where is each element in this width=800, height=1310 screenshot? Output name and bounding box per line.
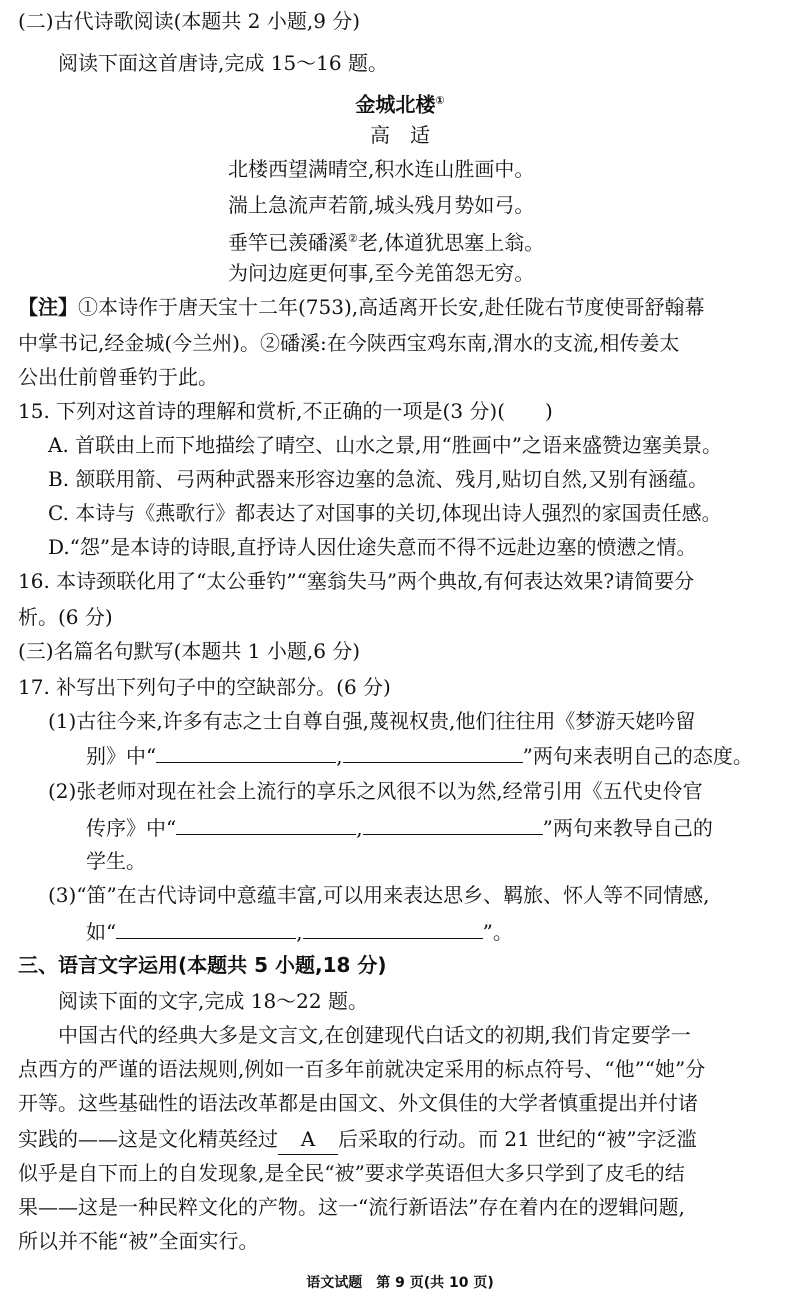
q16-line-2: 析。(6 分)	[18, 605, 113, 629]
q17-p3-blank-2[interactable]	[303, 916, 483, 939]
poem-title-text: 金城北楼	[355, 92, 436, 117]
poem-line-3a: 垂竿已羡磻溪	[228, 230, 348, 255]
part3-instruction: 阅读下面的文字,完成 18～22 题。	[58, 989, 368, 1013]
q17-p1-line-1: (1)古往今来,许多有志之士自尊自强,蔑视权贵,他们往往用《梦游天姥吟留	[48, 709, 696, 733]
q15-stem: 15. 下列对这首诗的理解和赏析,不正确的一项是(3 分)( )	[18, 399, 553, 423]
passage-line-4	[18, 1124, 800, 1155]
q17-p2-pre: 传序》中“	[86, 816, 177, 840]
q17-p2-line-2	[86, 812, 800, 843]
section2-heading: (二)古代诗歌阅读(本题共 2 小题,9 分)	[18, 9, 361, 33]
q17-p2-mid: ,	[356, 816, 363, 840]
part3-heading: 三、语言文字运用(本题共 5 小题,18 分)	[18, 953, 387, 977]
passage-blank-a[interactable]: A	[278, 1124, 338, 1155]
q16-line-1: 16. 本诗颈联化用了“太公垂钓”“塞翁失马”两个典故,有何表达效果?请简要分	[18, 569, 695, 593]
page-footer: 语文试题 第 9 页(共 10 页)	[306, 1275, 494, 1291]
q17-p1-blank-2[interactable]	[343, 740, 523, 763]
q17-p1-blank-1[interactable]	[156, 740, 336, 763]
q17-p3-mid: ,	[296, 920, 303, 944]
notes-line-1	[18, 292, 800, 322]
q17-p1-pre: 别》中“	[86, 744, 157, 768]
q15-option-a: A. 首联由上而下地描绘了晴空、山水之景,用“胜画中”之语来盛赞边塞美景。	[48, 433, 722, 457]
q17-p2-line-3: 学生。	[86, 849, 146, 873]
q17-p1-post: ”两句来表明自己的态度。	[522, 744, 753, 768]
poem-line-3-note: ②	[348, 232, 358, 245]
q17-stem: 17. 补写出下列句子中的空缺部分。(6 分)	[18, 675, 391, 699]
section2-instruction: 阅读下面这首唐诗,完成 15～16 题。	[58, 51, 388, 75]
poem-author: 高 适	[370, 123, 430, 147]
q15-option-d: D.“怨”是本诗的诗眼,直抒诗人因仕途失意而不得不远赴边塞的愤懑之情。	[48, 535, 697, 559]
poem-title-note: ①	[435, 94, 445, 107]
q17-p3-pre: 如“	[86, 920, 117, 944]
notes-label: 【注】	[18, 295, 78, 319]
q17-p2-post: ”两句来教导自己的	[542, 816, 713, 840]
q17-p1-mid: ,	[336, 744, 343, 768]
notes-text-1: ①本诗作于唐天宝十二年(753),高适离开长安,赴任陇右节度使哥舒翰幕	[78, 295, 705, 319]
q17-p2-line-1: (2)张老师对现在社会上流行的享乐之风很不以为然,经常引用《五代史伶官	[48, 779, 703, 803]
q17-p3-line-1: (3)“笛”在古代诗词中意蕴丰富,可以用来表达思乡、羁旅、怀人等不同情感,	[48, 883, 710, 907]
passage-line-6: 果——这是一种民粹文化的产物。这一“流行新语法”存在着内在的逻辑问题,	[18, 1195, 685, 1219]
poem-line-4: 为问边庭更何事,至今羌笛怨无穷。	[228, 261, 535, 285]
passage-line-5: 似乎是自下而上的自发现象,是全民“被”要求学英语但大多只学到了皮毛的结	[18, 1161, 685, 1185]
passage-line-2: 点西方的严谨的语法规则,例如一百多年前就决定采用的标点符号、“他”“她”分	[18, 1057, 706, 1081]
q17-p2-blank-2[interactable]	[363, 812, 543, 835]
poem-line-1: 北楼西望满晴空,积水连山胜画中。	[228, 157, 535, 181]
passage-line-4a: 实践的——这是文化精英经过	[18, 1127, 278, 1151]
passage-line-4b: 后采取的行动。而 21 世纪的“被”字泛滥	[338, 1127, 697, 1151]
poem-title	[0, 86, 800, 120]
q17-p3-blank-1[interactable]	[116, 916, 296, 939]
poem-line-3	[228, 224, 800, 258]
q17-p3-post: ”。	[482, 920, 513, 944]
q15-option-c: C. 本诗与《燕歌行》都表达了对国事的关切,体现出诗人强烈的家国责任感。	[48, 501, 722, 525]
q17-p2-blank-1[interactable]	[176, 812, 356, 835]
passage-line-3: 开等。这些基础性的语法改革都是由国文、外文俱佳的大学者慎重提出并付诸	[18, 1091, 698, 1115]
passage-line-1: 中国古代的经典大多是文言文,在创建现代白话文的初期,我们肯定要学一	[58, 1023, 691, 1047]
poem-line-2: 湍上急流声若箭,城头残月势如弓。	[228, 193, 535, 217]
q17-p1-line-2	[86, 740, 800, 771]
q17-p3-line-2	[86, 916, 800, 947]
notes-line-2: 中掌书记,经金城(今兰州)。②磻溪:在今陕西宝鸡东南,渭水的支流,相传姜太	[18, 331, 680, 355]
q15-option-b: B. 颔联用箭、弓两种武器来形容边塞的急流、残月,贴切自然,又别有涵蕴。	[48, 467, 709, 491]
poem-line-3b: 老,体道犹思塞上翁。	[357, 230, 545, 255]
passage-line-7: 所以并不能“被”全面实行。	[18, 1229, 259, 1253]
section3-heading: (三)名篇名句默写(本题共 1 小题,6 分)	[18, 639, 361, 663]
notes-line-3: 公出仕前曾垂钓于此。	[18, 365, 218, 389]
